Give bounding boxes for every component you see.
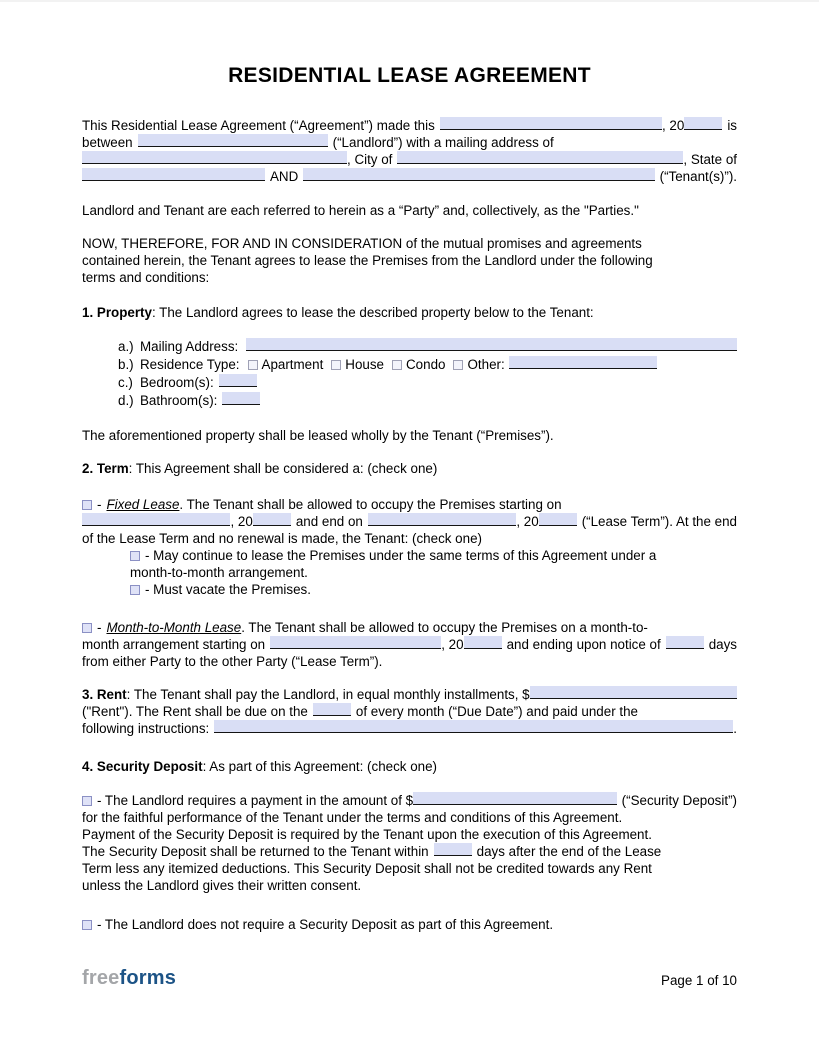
lease-type-name: Fixed Lease [106,497,180,512]
property-item-d [118,392,737,410]
fixed-lease-block [82,496,737,598]
must-vacate-option [130,581,737,598]
security-text: days after the end of the Lease [476,844,662,859]
mailing-address-field[interactable] [82,151,347,164]
intro-text: , State of [683,152,737,167]
intro-text: This Residential Lease Agreement (“Agreement”) made this [82,118,435,133]
list-marker: c.) [118,375,133,390]
property-item-a [118,338,737,356]
property-item-label: Bedroom(s): [140,375,214,390]
logo-free-text: free [82,967,120,989]
may-continue-option-wrap: month-to-month arrangement. [130,565,308,580]
now-therefore-line: contained herein, the Tenant agrees to lease the Premises from the Landlord under the following [82,253,653,268]
state-field[interactable] [82,168,265,181]
m2m-text: and ending upon notice of [506,637,661,652]
security-required-block [82,792,737,894]
fixed-lease-text: . The Tenant shall be allowed to occupy the Premises starting on [179,497,562,512]
m2m-line-3: from either Party to the other Party (“Lease Term”). [82,654,383,669]
m2m-text: days [708,637,737,652]
fixed-lease-text: , 20 [516,514,539,529]
rent-line-2 [82,703,737,720]
intro-text: is [727,118,737,133]
section-property-heading [82,304,737,321]
property-mailing-address-field[interactable] [246,338,737,351]
rent-text: following instructions: [82,721,210,736]
m2m-line-1 [82,619,737,636]
must-vacate-checkbox[interactable] [130,585,140,595]
page-title: RESIDENTIAL LEASE AGREEMENT [228,64,591,87]
fixed-lease-line-1 [82,496,737,513]
tenant-names-field[interactable] [303,168,654,181]
rent-line-1 [82,686,737,703]
landlord-name-field[interactable] [138,134,328,147]
rent-block [82,686,737,737]
fixed-lease-line-3: of the Lease Term and no renewal is made, the Tenant: (check one) [82,531,482,546]
bedrooms-field[interactable] [219,374,257,387]
intro-line-3 [82,151,737,168]
m2m-start-year-field[interactable] [464,636,502,649]
m2m-start-date-field[interactable] [270,636,441,649]
freeforms-logo [82,967,176,990]
dash-text: - [97,620,102,635]
may-continue-option [130,547,737,564]
fixed-lease-checkbox[interactable] [82,500,92,510]
rent-due-day-field[interactable] [313,703,351,716]
property-item-label: Mailing Address: [140,339,239,354]
fixed-lease-text: , 20 [230,514,253,529]
security-line-3: Payment of the Security Deposit is required by the Tenant upon the execution of this Agreement. [82,827,652,842]
security-text: - The Landlord requires a payment in the amount of $ [97,793,414,808]
may-continue-checkbox[interactable] [130,551,140,561]
intro-line-2 [82,134,737,151]
lease-type-name: Month-to-Month Lease [106,620,242,635]
page-number: Page 1 of 10 [661,973,737,988]
agreement-year-field[interactable] [684,117,722,130]
section-heading-text: : As part of this Agreement: (check one) [202,759,438,774]
lease-end-date-field[interactable] [368,513,516,526]
intro-text: , City of [347,152,393,167]
section-number-title: 2. Term [82,461,129,476]
security-deposit-required-checkbox[interactable] [82,796,92,806]
m2m-line-2 [82,636,737,653]
intro-paragraph [82,117,737,185]
section-number-title: 4. Security Deposit [82,759,203,774]
fixed-lease-text: (“Lease Term”). At the end [581,514,737,529]
agreement-date-field[interactable] [440,117,662,130]
residence-option-label: Condo [406,357,446,372]
section-security-heading [82,758,737,775]
dash-text: - [97,497,102,512]
fixed-lease-options [130,547,737,598]
logo-forms-text: forms [119,967,177,989]
residence-option-label: Apartment [261,357,324,372]
intro-line-4 [82,168,737,185]
fixed-lease-text: and end on [295,514,363,529]
option-text: - May continue to lease the Premises under the same terms of this Agreement under a [145,548,657,563]
now-therefore-line: terms and conditions: [82,270,210,285]
rent-text: of every month (“Due Date”) and paid under the [355,704,638,719]
page-footer [82,958,737,990]
no-security-deposit-option [82,916,737,933]
list-marker: d.) [118,393,134,408]
intro-text: AND [270,169,299,184]
fixed-lease-line-2 [82,513,737,530]
rent-text: . [733,721,737,736]
security-line-2: for the faithful performance of the Tenant under the terms and conditions of this Agreement. [82,810,623,825]
list-marker: a.) [118,339,134,354]
payment-instructions-field[interactable] [214,720,733,733]
lease-start-year-field[interactable] [253,513,291,526]
section-number-title: 1. Property [82,305,152,320]
intro-line-1 [82,117,737,134]
security-line-5: Term less any itemized deductions. This Security Deposit shall not be credited towards any Rent [82,861,652,876]
option-text: - Must vacate the Premises. [145,582,311,597]
property-item-label: Bathroom(s): [140,393,218,408]
option-text: - The Landlord does not require a Security Deposit as part of this Agreement. [97,917,554,932]
section-term-heading [82,460,737,477]
residence-option-label: House [345,357,385,372]
property-item-b [118,356,737,374]
deposit-return-days-field[interactable] [434,843,472,856]
month-to-month-block [82,619,737,670]
property-item-c [118,374,737,392]
lease-start-date-field[interactable] [82,513,230,526]
list-marker: b.) [118,357,134,372]
security-text: (“Security Deposit”) [621,793,737,808]
rent-amount-field[interactable] [530,686,737,699]
apartment-checkbox[interactable] [248,360,258,370]
rent-text: : The Tenant shall pay the Landlord, in equal monthly installments, $ [126,687,530,702]
other-residence-field[interactable] [509,356,657,369]
section-number-title: 3. Rent [82,687,127,702]
lease-end-year-field[interactable] [539,513,577,526]
rent-text: ("Rent"). The Rent shall be due on the [82,704,308,719]
intro-text: (“Tenant(s)”). [659,169,737,184]
section-heading-text: : This Agreement shall be considered a: (check one) [128,461,438,476]
parties-clause: Landlord and Tenant are each referred to herein as a “Party” and, collectively, as the "Parties." [82,203,639,218]
premises-note: The aforementioned property shall be leased wholly by the Tenant (“Premises”). [82,428,554,443]
residence-option-label: Other: [467,357,505,372]
security-line-4 [82,843,737,860]
m2m-text: month arrangement starting on [82,637,266,652]
intro-text: between [82,135,133,150]
m2m-text: , 20 [441,637,464,652]
security-deposit-amount-field[interactable] [413,792,617,805]
house-checkbox[interactable] [331,360,341,370]
notice-days-field[interactable] [666,636,704,649]
section-heading-text: : The Landlord agrees to lease the described property below to the Tenant: [151,305,594,320]
security-line-1 [82,792,737,809]
security-line-6: unless the Landlord gives their written consent. [82,878,362,893]
month-to-month-checkbox[interactable] [82,623,92,633]
security-text: The Security Deposit shall be returned to the Tenant within [82,844,429,859]
now-therefore-line: NOW, THEREFORE, FOR AND IN CONSIDERATION of the mutual promises and agreements [82,236,642,251]
m2m-text: . The Tenant shall be allowed to occupy the Premises on a month-to- [241,620,648,635]
property-item-label: Residence Type: [140,357,240,372]
intro-text: (“Landlord”) with a mailing address of [332,135,554,150]
property-list [118,338,737,410]
rent-line-3 [82,720,737,737]
condo-checkbox[interactable] [392,360,402,370]
city-field[interactable] [397,151,683,164]
now-therefore-paragraph [82,235,737,286]
other-residence-checkbox[interactable] [453,360,463,370]
no-security-deposit-checkbox[interactable] [82,920,92,930]
bathrooms-field[interactable] [222,392,260,405]
intro-text: , 20 [661,118,685,133]
